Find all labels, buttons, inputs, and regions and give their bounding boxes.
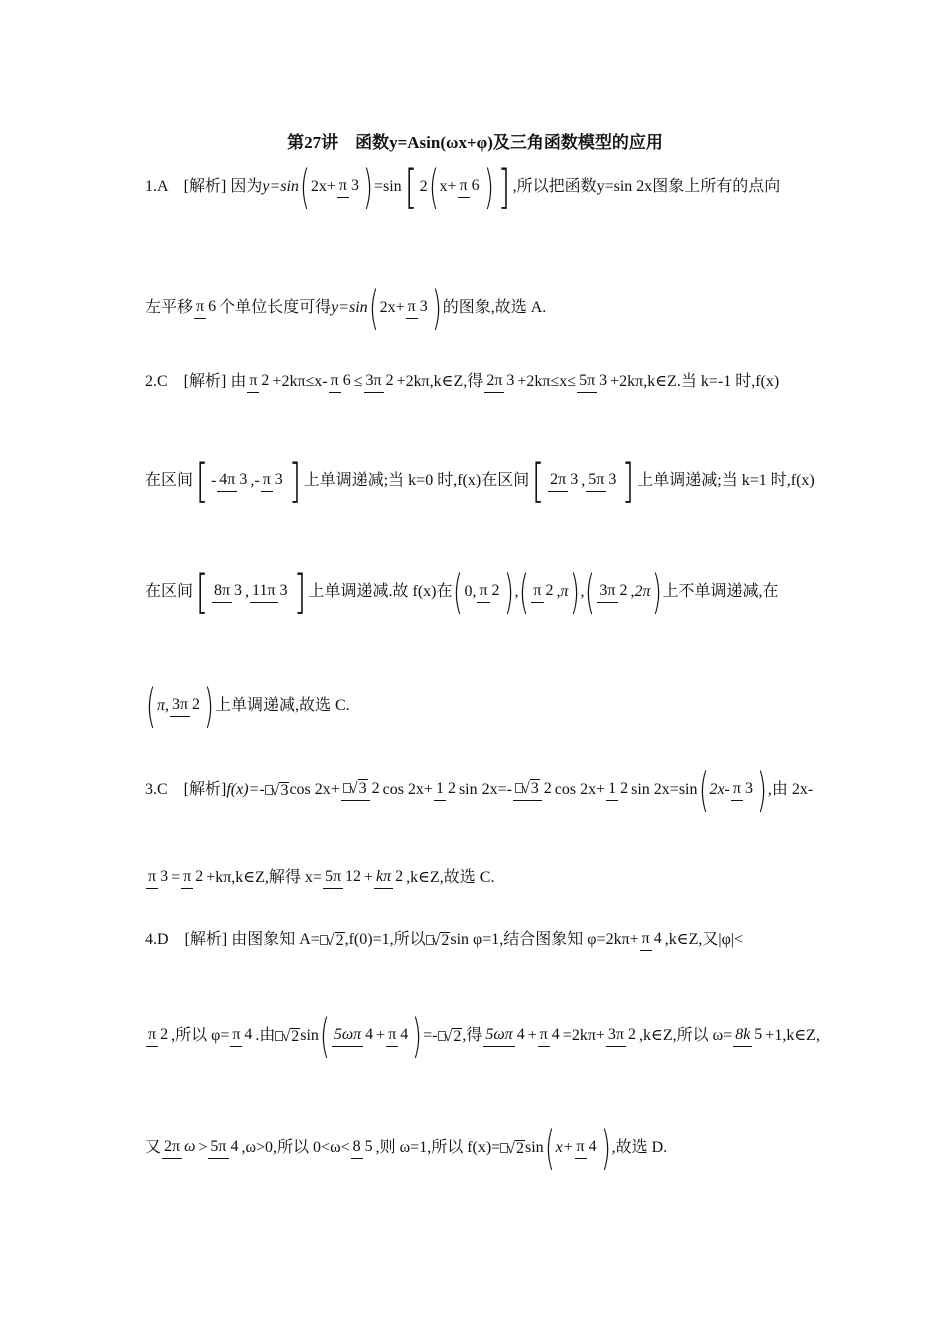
fraction: π 6 xyxy=(329,371,353,392)
fraction: 2π 3 xyxy=(548,470,580,491)
fraction: √3 2 xyxy=(341,779,382,800)
fraction: π 3 xyxy=(337,176,361,197)
comma: , xyxy=(630,583,635,600)
q1-2xplus: 2x+ xyxy=(379,299,405,316)
fraction: 5π 12 xyxy=(323,867,363,888)
q1-2xplus: 2x+ xyxy=(310,178,336,195)
paren-left: ( xyxy=(299,160,310,214)
q2-l1b: ≤ xyxy=(353,373,363,390)
paren-left: ( xyxy=(368,281,379,335)
bracket-left: [ xyxy=(195,565,209,619)
fraction: 8π 3 xyxy=(212,581,244,602)
q1-text2b: 个单位长度可得 xyxy=(219,299,332,316)
text: ,得 xyxy=(462,1027,483,1044)
text: cos 2x+ xyxy=(289,781,340,798)
text: 又 xyxy=(145,1139,162,1156)
q2-l2b: 上单调递减;当 k=0 时,f(x)在区间 xyxy=(303,472,530,489)
text: sin xyxy=(525,1139,544,1156)
sqrt: √3 xyxy=(265,782,290,799)
q2-l1e: +2kπ,k∈Z.当 k=-1 时,f(x) xyxy=(610,373,780,390)
q3-line-2 xyxy=(145,848,825,908)
text: +1,k∈Z, xyxy=(765,1027,820,1044)
paren-right: ) xyxy=(431,281,442,335)
page-title: 第27讲 函数y=Asin(ωx+φ)及三角函数模型的应用 xyxy=(287,133,663,152)
text: ,k∈Z,又|φ|< xyxy=(664,931,744,948)
fraction: 3π 2 xyxy=(364,371,396,392)
q2-l3a: 在区间 xyxy=(145,583,194,600)
sqrt: √2 xyxy=(500,1140,525,1157)
q2-l3b: 上单调递减.故 f(x)在 xyxy=(308,583,453,600)
q3-line-1 xyxy=(145,760,825,820)
equals: = xyxy=(171,869,181,886)
q1-head: 1.A [解析] 因为 xyxy=(145,178,263,195)
q1-ysin: y=sin xyxy=(331,299,368,316)
paren-right: ) xyxy=(600,1121,611,1175)
q2-line-1 xyxy=(145,352,825,412)
q3-head: 3.C [解析] xyxy=(145,781,227,798)
q2-l1d: +2kπ≤x≤ xyxy=(517,373,577,390)
q1-text1: ,所以把函数y=sin 2x图象上所有的点向 xyxy=(512,178,781,195)
fraction: 5ωπ 4 xyxy=(332,1025,375,1046)
comma: , xyxy=(556,583,561,600)
text: ,k∈Z,所以 ω= xyxy=(639,1027,733,1044)
text: 2x- xyxy=(709,781,730,798)
fraction: 2π ω xyxy=(162,1137,197,1158)
bracket-right: ] xyxy=(497,160,510,214)
fraction: π 3 xyxy=(406,297,430,318)
plus: + xyxy=(376,1027,386,1044)
fraction: 5ωπ 4 xyxy=(483,1025,526,1046)
fraction: 8k 5 xyxy=(733,1025,764,1046)
paren-right: ) xyxy=(569,565,580,619)
sqrt: √2 xyxy=(275,1028,300,1045)
text: ,f(0)=1,所以 xyxy=(344,931,426,948)
paren-left: ( xyxy=(319,1009,330,1063)
fraction: π 4 xyxy=(386,1025,410,1046)
text: sin 2x=sin xyxy=(631,781,698,798)
fraction: 1 2 xyxy=(606,779,630,800)
q1-two: 2 xyxy=(419,178,428,195)
fraction: π 2 xyxy=(531,581,555,602)
q3-fx: f(x)=- xyxy=(226,781,265,798)
paren-left: ( xyxy=(585,565,596,619)
fraction: 3π 2 xyxy=(606,1025,638,1046)
sqrt: √2 xyxy=(426,932,451,949)
fraction: 1 2 xyxy=(434,779,458,800)
fraction: kπ 2 xyxy=(374,867,405,888)
plus: + xyxy=(364,869,374,886)
fraction: π 3 xyxy=(146,867,170,888)
q2-line-3 xyxy=(145,562,825,622)
fraction: √3 2 xyxy=(513,779,554,800)
fraction: π 3 xyxy=(731,779,755,800)
text: ,则 ω=1,所以 f(x)= xyxy=(375,1139,501,1156)
text: =2kπ+ xyxy=(562,1027,605,1044)
bracket-right: ] xyxy=(293,565,306,619)
comma: , xyxy=(250,472,255,489)
text: +kπ,k∈Z,解得 x= xyxy=(206,869,322,886)
comma: , xyxy=(164,697,169,714)
fraction: 2π 3 xyxy=(484,371,516,392)
bracket-left: [ xyxy=(404,160,417,214)
paren-right: ) xyxy=(363,160,373,214)
bracket-left: [ xyxy=(531,454,545,508)
fraction: 8 5 xyxy=(351,1137,375,1158)
q4-head: 4.D [解析] 由图象知 A= xyxy=(145,931,320,948)
q1-xplus: x+ xyxy=(439,178,457,195)
bracket-right: ] xyxy=(622,454,635,508)
q2-line-2 xyxy=(145,451,825,511)
text: x+ xyxy=(555,1139,574,1156)
q2-l1c: +2kπ,k∈Z,得 xyxy=(396,373,484,390)
q4-line-2 xyxy=(145,1006,825,1066)
fraction: 3π 2 xyxy=(170,695,202,716)
sqrt: √2 xyxy=(320,932,345,949)
paren-left: ( xyxy=(146,679,156,733)
comma: , xyxy=(472,583,477,600)
fraction: 5π 3 xyxy=(586,470,618,491)
text: .由 xyxy=(255,1027,276,1044)
text: ,故选 D. xyxy=(611,1139,668,1156)
two-pi: 2π xyxy=(634,583,651,600)
comma: , xyxy=(514,583,519,600)
pi: π xyxy=(156,697,165,714)
q2-l2a: 在区间 xyxy=(145,472,194,489)
paren-right: ) xyxy=(483,160,494,214)
fraction: π 2 xyxy=(247,371,271,392)
text: cos 2x+ xyxy=(554,781,606,798)
q1-line-2 xyxy=(145,278,825,338)
q2-l3c: 上不单调递减,在 xyxy=(662,583,779,600)
bracket-left: [ xyxy=(195,454,209,508)
comma: , xyxy=(581,472,586,489)
q1-ysin: y=sin xyxy=(262,178,299,195)
pi: π xyxy=(560,583,569,600)
fraction: 5π 3 xyxy=(577,371,609,392)
paren-right: ) xyxy=(204,679,214,733)
q1-text2a: 左平移 xyxy=(145,299,194,316)
q4-line-1 xyxy=(145,910,825,970)
q2-line-4 xyxy=(145,676,825,736)
sqrt: √2 xyxy=(438,1028,463,1045)
fraction: π 4 xyxy=(230,1025,254,1046)
bracket-right: ] xyxy=(288,454,302,508)
q1-eqsin: =sin xyxy=(373,178,402,195)
q1-text2c: 的图象,故选 A. xyxy=(442,299,547,316)
q2-head: 2.C [解析] 由 xyxy=(145,373,247,390)
paren-left: ( xyxy=(453,565,464,619)
text: > xyxy=(198,1139,208,1156)
text: sin φ=1,结合图象知 φ=2kπ+ xyxy=(450,931,639,948)
plus: + xyxy=(527,1027,537,1044)
q4-line-3 xyxy=(145,1118,825,1178)
fraction: π 2 xyxy=(146,1025,170,1046)
text: sin 2x=- xyxy=(458,781,512,798)
text: ,k∈Z,故选 C. xyxy=(406,869,495,886)
q1-line-1 xyxy=(145,157,825,217)
fraction: 3π 2 xyxy=(597,581,629,602)
fraction: π 4 xyxy=(640,929,664,950)
paren-right: ) xyxy=(503,565,514,619)
comma: , xyxy=(580,583,585,600)
text: ,ω>0,所以 0<ω< xyxy=(241,1139,350,1156)
fraction: π 4 xyxy=(575,1137,599,1158)
fraction: π 4 xyxy=(538,1025,562,1046)
comma: , xyxy=(245,583,250,600)
paren-left: ( xyxy=(698,763,709,817)
text: =- xyxy=(423,1027,438,1044)
fraction: π 3 xyxy=(261,470,285,491)
zero: 0 xyxy=(464,583,473,600)
q2-l2c: 上单调递减;当 k=1 时,f(x) xyxy=(637,472,815,489)
paren-left: ( xyxy=(544,1121,555,1175)
q2-l4: 上单调递减,故选 C. xyxy=(215,697,350,714)
paren-right: ) xyxy=(757,763,767,817)
minus: - xyxy=(254,472,260,489)
paren-right: ) xyxy=(412,1009,423,1063)
fraction: π 2 xyxy=(477,581,501,602)
fraction: 11π 3 xyxy=(250,581,289,602)
text: ,由 2x- xyxy=(767,781,814,798)
paren-left: ( xyxy=(519,565,530,619)
fraction: π 2 xyxy=(181,867,205,888)
fraction: 4π 3 xyxy=(217,470,249,491)
minus: - xyxy=(210,472,217,489)
fraction: π 6 xyxy=(458,176,482,197)
paren-right: ) xyxy=(651,565,662,619)
text: cos 2x+ xyxy=(382,781,433,798)
fraction: 5π 4 xyxy=(208,1137,240,1158)
paren-left: ( xyxy=(428,160,439,214)
text: ,所以 φ= xyxy=(171,1027,230,1044)
q2-l1a: +2kπ≤x- xyxy=(272,373,328,390)
text: sin xyxy=(300,1027,319,1044)
fraction: π 6 xyxy=(194,297,218,318)
